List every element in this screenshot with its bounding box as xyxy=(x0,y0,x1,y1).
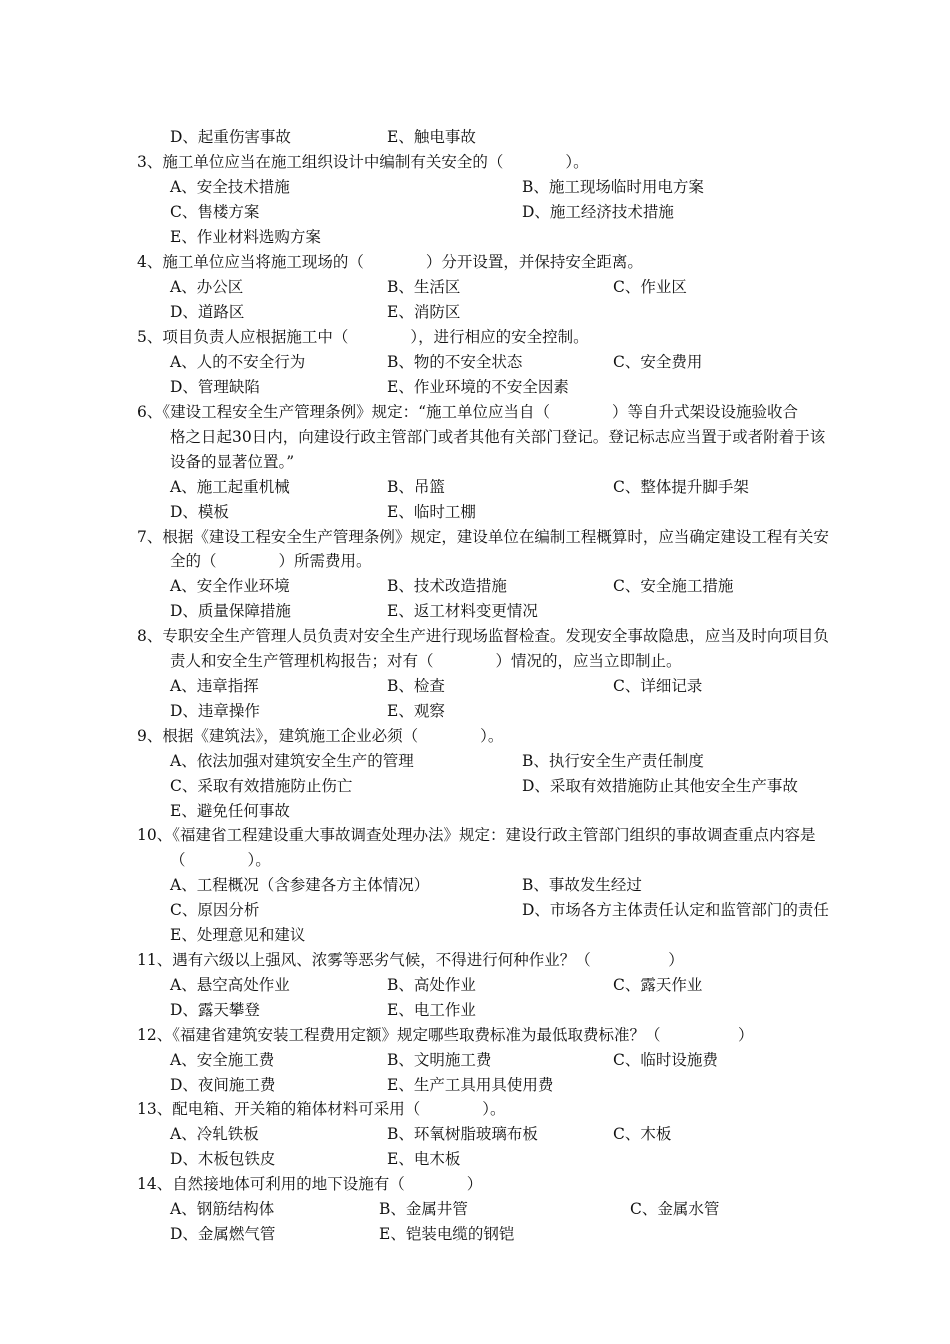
question-11: 11、遇有六级以上强风、浓雾等恶劣气候，不得进行何种作业？（ ） xyxy=(137,951,684,969)
option-b: B、执行安全生产责任制度 xyxy=(522,752,704,770)
option-b: B、吊篮 xyxy=(387,478,445,496)
option-b: B、高处作业 xyxy=(387,976,476,994)
option-b: B、环氧树脂玻璃布板 xyxy=(387,1125,538,1143)
option-e: E、处理意见和建议 xyxy=(170,926,306,944)
option-d: D、质量保障措施 xyxy=(170,602,291,620)
option-e: E、触电事故 xyxy=(387,128,476,146)
option-a: A、钢筋结构体 xyxy=(170,1200,275,1218)
option-b: B、检查 xyxy=(387,677,445,695)
option-c: C、露天作业 xyxy=(613,976,703,994)
option-a: A、冷轧铁板 xyxy=(170,1125,259,1143)
question-3: 3、施工单位应当在施工组织设计中编制有关安全的（ ）。 xyxy=(137,153,589,171)
option-a: A、安全作业环境 xyxy=(170,577,290,595)
option-d: D、市场各方主体责任认定和监管部门的责任 xyxy=(522,901,829,919)
option-c: C、整体提升脚手架 xyxy=(613,478,749,496)
option-e: E、铠装电缆的钢铠 xyxy=(379,1225,515,1243)
option-a: A、悬空高处作业 xyxy=(170,976,290,994)
question-6-line-1: 6、《建设工程安全生产管理条例》规定：“施工单位应当自（ ）等自升式架设设施验收合 xyxy=(137,403,799,421)
option-c: C、安全费用 xyxy=(613,353,703,371)
question-13: 13、配电箱、开关箱的箱体材料可采用（ ）。 xyxy=(137,1100,506,1118)
option-d: D、管理缺陷 xyxy=(170,378,260,396)
option-d: D、道路区 xyxy=(170,303,245,321)
option-d: D、模板 xyxy=(170,503,229,521)
question-10-line-2: （ ）。 xyxy=(170,851,271,869)
question-12: 12、《福建省建筑安装工程费用定额》规定哪些取费标准为最低取费标准？（ ） xyxy=(137,1026,754,1044)
question-7-line-1: 7、根据《建设工程安全生产管理条例》规定，建设单位在编制工程概算时，应当确定建设工程有关安 xyxy=(137,528,829,546)
option-c: C、木板 xyxy=(613,1125,672,1143)
option-a: A、安全技术措施 xyxy=(170,178,290,196)
option-d: D、金属燃气管 xyxy=(170,1225,276,1243)
option-d: D、木板包铁皮 xyxy=(170,1150,276,1168)
question-5: 5、项目负责人应根据施工中（ ），进行相应的安全控制。 xyxy=(137,328,589,346)
option-c: C、安全施工措施 xyxy=(613,577,734,595)
option-e: E、消防区 xyxy=(387,303,461,321)
option-a: A、安全施工费 xyxy=(170,1051,275,1069)
option-e: E、避免任何事故 xyxy=(170,802,290,820)
option-c: C、临时设施费 xyxy=(613,1051,718,1069)
option-a: A、违章指挥 xyxy=(170,677,259,695)
option-c: C、详细记录 xyxy=(613,677,703,695)
option-b: B、文明施工费 xyxy=(387,1051,492,1069)
question-4: 4、施工单位应当将施工现场的（ ）分开设置，并保持安全距离。 xyxy=(137,253,643,271)
option-a: A、施工起重机械 xyxy=(170,478,290,496)
question-9: 9、根据《建筑法》，建筑施工企业必须（ ）。 xyxy=(137,727,504,745)
option-b: B、金属井管 xyxy=(379,1200,468,1218)
option-c: C、作业区 xyxy=(613,278,687,296)
option-d: D、违章操作 xyxy=(170,702,260,720)
question-14: 14、自然接地体可利用的地下设施有（ ） xyxy=(137,1175,483,1193)
option-e: E、临时工棚 xyxy=(387,503,476,521)
option-c: C、原因分析 xyxy=(170,901,260,919)
option-d: D、采取有效措施防止其他安全生产事故 xyxy=(522,777,798,795)
question-8-line-2: 责人和安全生产管理机构报告；对有（ ）情况的，应当立即制止。 xyxy=(170,652,682,670)
option-c: C、金属水管 xyxy=(630,1200,720,1218)
question-7-line-2: 全的（ ）所需费用。 xyxy=(170,552,372,570)
option-e: E、电木板 xyxy=(387,1150,461,1168)
question-6-line-3: 设备的显著位置。” xyxy=(170,453,295,471)
option-e: E、作业环境的不安全因素 xyxy=(387,378,569,396)
question-10-line-1: 10、《福建省工程建设重大事故调查处理办法》规定：建设行政主管部门组织的事故调查重点内容是 xyxy=(137,826,816,844)
option-b: B、生活区 xyxy=(387,278,461,296)
option-c: C、采取有效措施防止伤亡 xyxy=(170,777,353,795)
option-e: E、电工作业 xyxy=(387,1001,476,1019)
option-b: B、施工现场临时用电方案 xyxy=(522,178,704,196)
option-b: B、物的不安全状态 xyxy=(387,353,523,371)
option-d: D、起重伤害事故 xyxy=(170,128,291,146)
option-e: E、作业材料选购方案 xyxy=(170,228,321,246)
option-a: A、办公区 xyxy=(170,278,244,296)
option-a: A、工程概况（含参建各方主体情况） xyxy=(170,876,430,894)
option-e: E、观察 xyxy=(387,702,445,720)
question-6-line-2: 格之日起30日内，向建设行政主管部门或者其他有关部门登记。登记标志应当置于或者附着于该 xyxy=(170,428,826,446)
option-e: E、返工材料变更情况 xyxy=(387,602,538,620)
option-d: D、露天攀登 xyxy=(170,1001,260,1019)
option-b: B、事故发生经过 xyxy=(522,876,642,894)
option-d: D、夜间施工费 xyxy=(170,1076,276,1094)
option-a: A、人的不安全行为 xyxy=(170,353,306,371)
option-e: E、生产工具用具使用费 xyxy=(387,1076,554,1094)
question-8-line-1: 8、专职安全生产管理人员负责对安全生产进行现场监督检查。发现安全事故隐患，应当及时向项目负 xyxy=(137,627,829,645)
option-a: A、依法加强对建筑安全生产的管理 xyxy=(170,752,414,770)
option-d: D、施工经济技术措施 xyxy=(522,203,674,221)
option-c: C、售楼方案 xyxy=(170,203,260,221)
option-b: B、技术改造措施 xyxy=(387,577,507,595)
